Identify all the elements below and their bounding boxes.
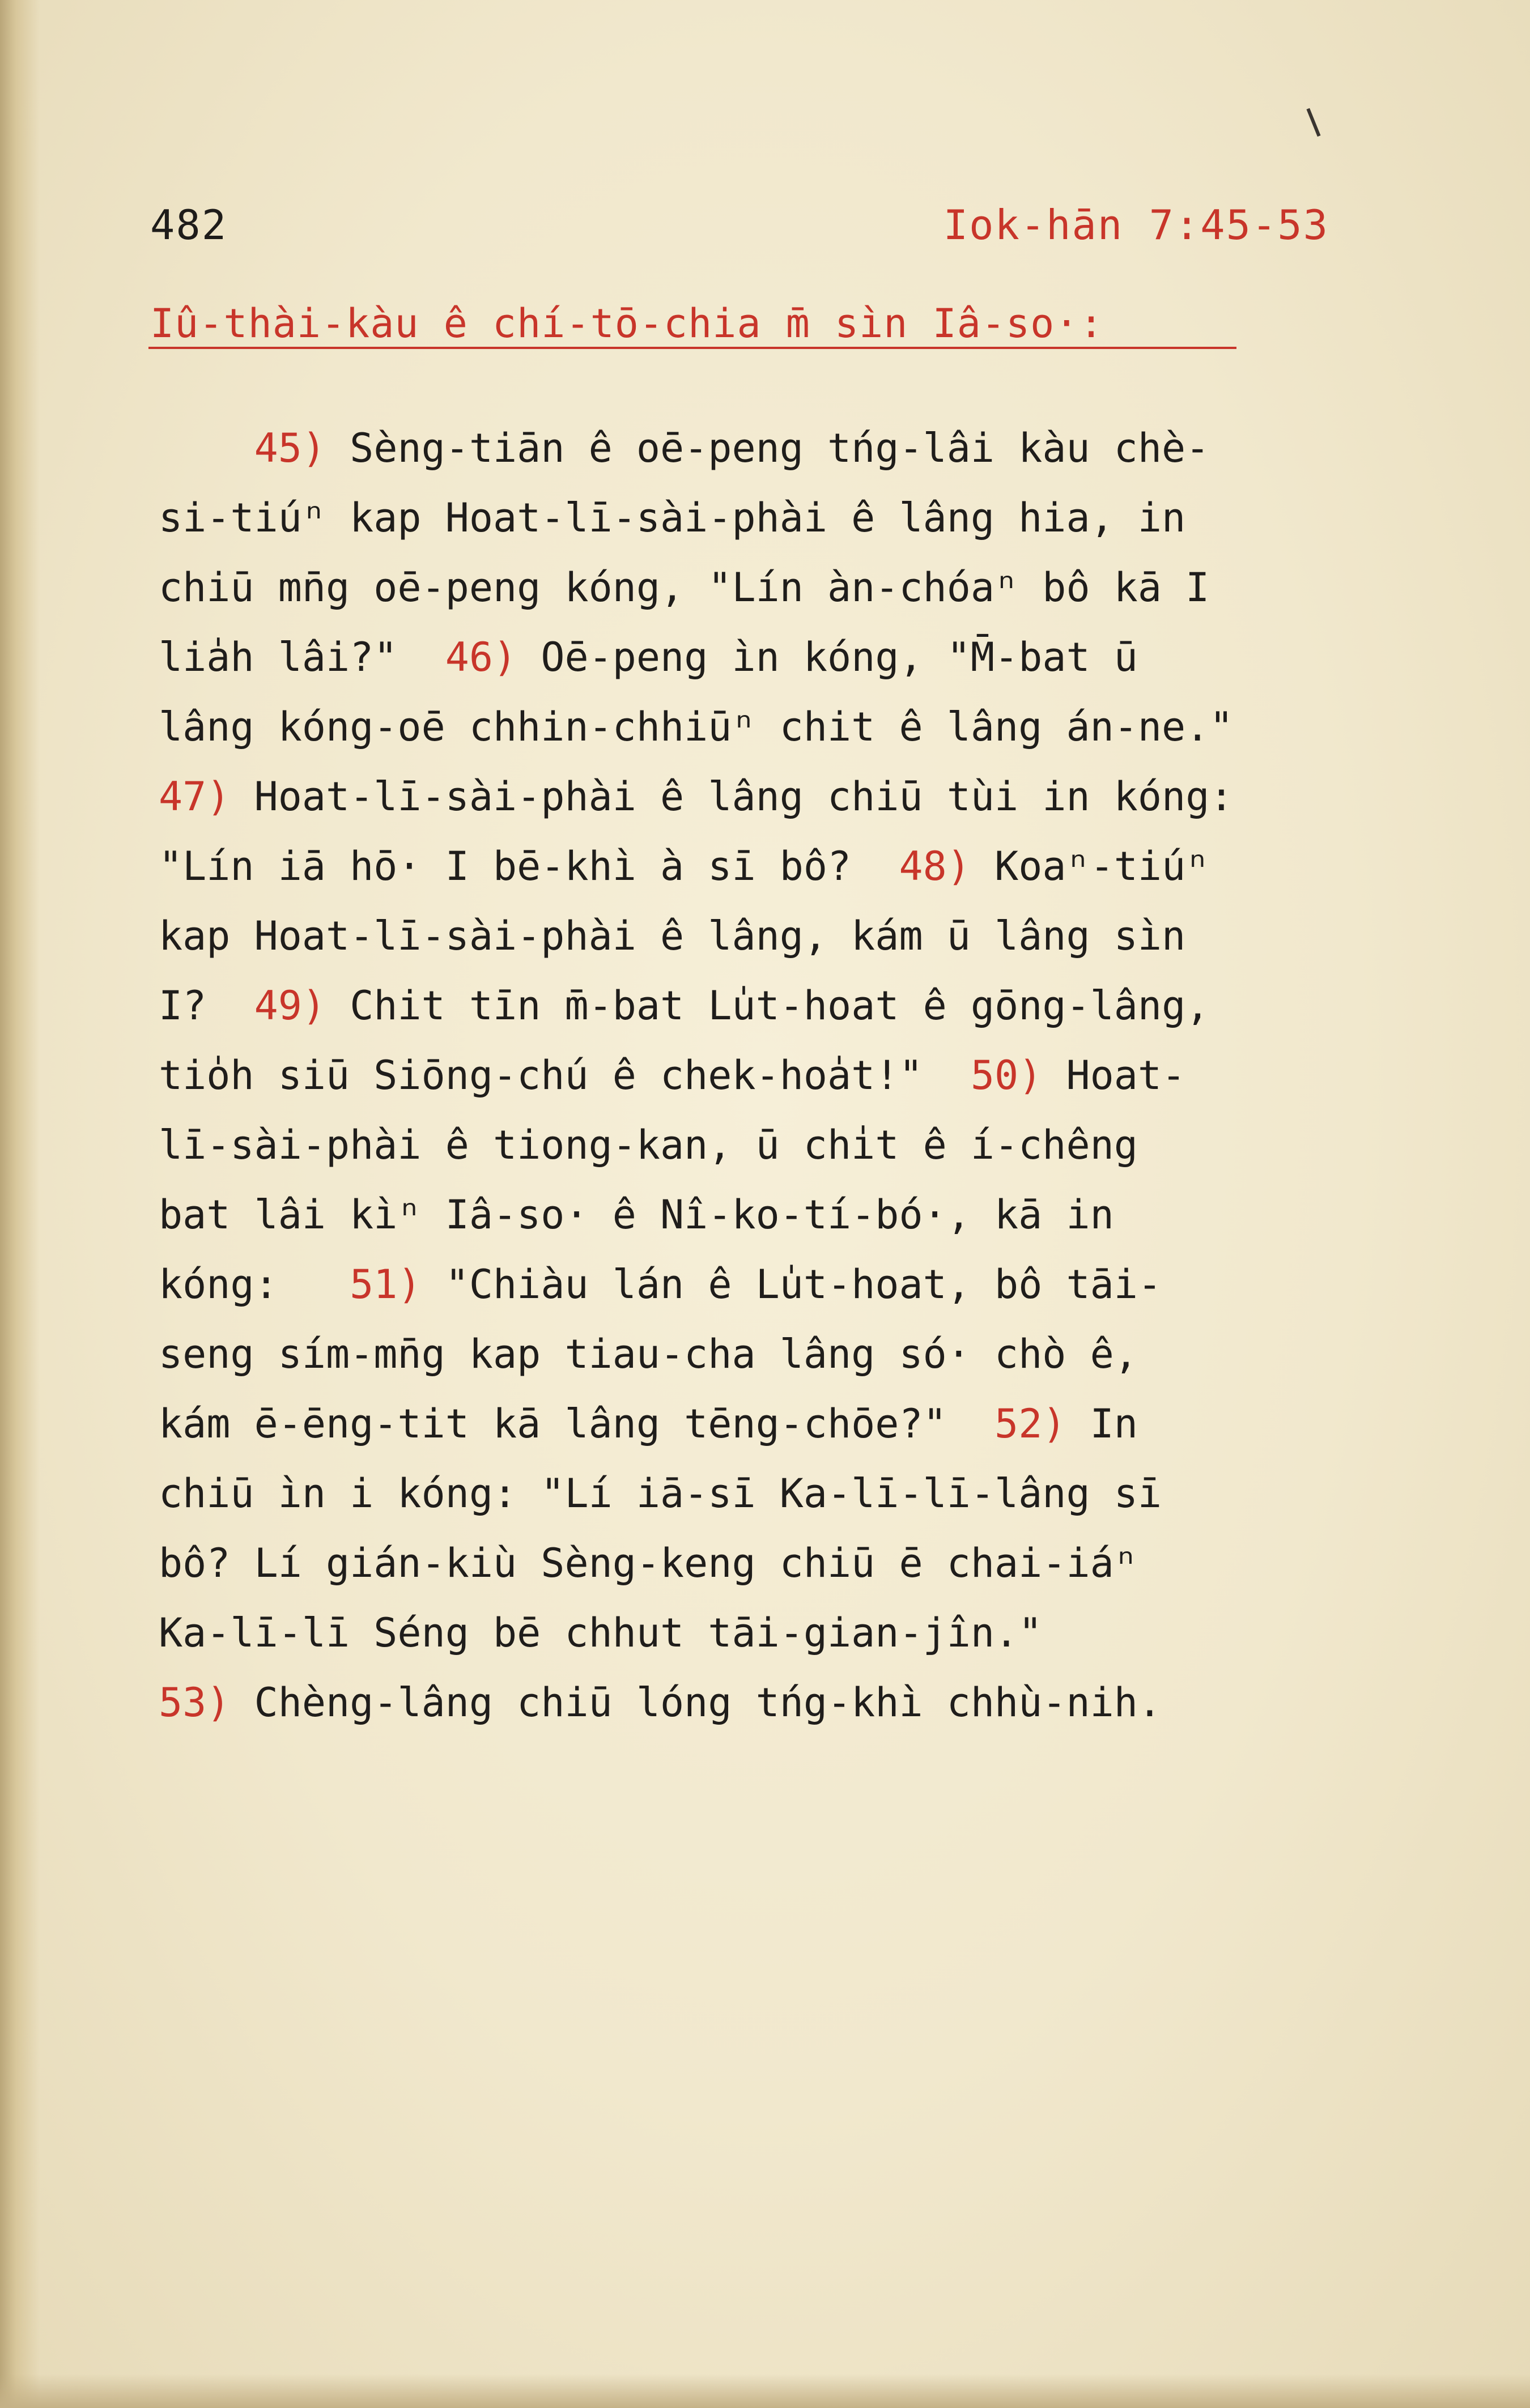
verse-text-span: Oē-peng ìn kóng, "M̄-bat ū (541, 634, 1138, 680)
verse-text-span: Chèng-lâng chiū lóng tńg-khì chhù-nih. (254, 1679, 1162, 1726)
text-line (159, 1598, 1434, 1668)
verse-text-span: Sèng-tiān ê oē-peng tńg-lâi kàu chè- (350, 425, 1210, 471)
verse-number: 50) (970, 1052, 1043, 1099)
verse-text-span: bô? Lí gián-kiù Sèng-keng chiū ē chai-iáⁿ (159, 1540, 1138, 1586)
verse-number: 53) (159, 1679, 231, 1726)
verse-text-span: chiū ìn i kóng: "Lí iā-sī Ka-lī-lī-lâng sī (159, 1470, 1162, 1517)
text-line (159, 692, 1434, 762)
verse-text-span: "Chiàu lán ê Lu̍t-hoat, bô tāi- (445, 1261, 1162, 1308)
text-line (159, 1459, 1434, 1529)
page-header (150, 201, 1329, 252)
text-line (159, 901, 1434, 971)
text-line (159, 623, 1434, 692)
verse-number: 49) (254, 982, 326, 1029)
verse-text-span: "Lín iā hō· I bē-khì à sī bô? (159, 843, 852, 890)
running-head: Iok-hān 7:45-53 (943, 201, 1329, 249)
verse-number: 48) (899, 843, 971, 890)
text-line (159, 1041, 1434, 1111)
page-edge-shadow (0, 0, 40, 2408)
text-line (159, 762, 1434, 832)
verse-number: 52) (994, 1401, 1066, 1447)
text-line (159, 971, 1434, 1041)
verse-text-span: lī-sài-phài ê tiong-kan, ū chi̍t ê í-chêng (159, 1122, 1138, 1168)
title-underline (148, 347, 1236, 349)
verse-text-span: Koaⁿ-tiúⁿ (994, 843, 1210, 890)
verse-text-span: seng sím-mn̄g kap tiau-cha lâng só· chò ê, (159, 1331, 1138, 1377)
verse-number: 45) (254, 425, 326, 471)
page-number: 482 (150, 201, 228, 249)
text-line (159, 414, 1434, 483)
text-line (159, 1111, 1434, 1180)
text-line (159, 1320, 1434, 1389)
verse-text-span: kám ē-ēng-tit kā lâng tēng-chōe?" (159, 1401, 947, 1447)
page-bottom-shadow (0, 2374, 1530, 2408)
verse-text-span: bat lâi kìⁿ Iâ-so· ê Nî-ko-tí-bó·, kā in (159, 1192, 1114, 1238)
verse-text-span: tio̍h siū Siōng-chú ê chek-hoa̍t!" (159, 1052, 923, 1099)
verse-text-span: Ka-lī-lī Séng bē chhut tāi-gian-jîn." (159, 1610, 1043, 1656)
text-line (159, 1250, 1434, 1320)
text-line (159, 1389, 1434, 1459)
verse-text-span: lia̍h lâi?" (159, 634, 398, 680)
verse-text-span: I? (159, 982, 207, 1029)
text-line (159, 553, 1434, 623)
verse-text-span: Hoat- (1066, 1052, 1186, 1099)
text-line (159, 483, 1434, 553)
verse-text-span: kóng: (159, 1261, 278, 1308)
verse-text-span: si-tiúⁿ kap Hoat-lī-sài-phài ê lâng hia, in (159, 495, 1186, 541)
text-line (159, 1529, 1434, 1598)
text-line (159, 832, 1434, 901)
verse-text-span: lâng kóng-oē chhin-chhiūⁿ chit ê lâng án-ne." (159, 704, 1234, 750)
verse-number: 51) (350, 1261, 422, 1308)
verse-number: 47) (159, 773, 231, 820)
verse-text-span: chiū mn̄g oē-peng kóng, "Lín àn-chóaⁿ bô kā I (159, 564, 1210, 611)
verse-text-span: Hoat-lī-sài-phài ê lâng chiū tùi in kóng: (254, 773, 1234, 820)
section-title: Iû-thài-kàu ê chí-tō-chia m̄ sìn Iâ-so·: (150, 300, 1104, 347)
verse-number: 46) (445, 634, 517, 680)
verse-text-span: kap Hoat-lī-sài-phài ê lâng, kám ū lâng sìn (159, 913, 1186, 959)
verse-text-span: Chit tīn m̄-bat Lu̍t-hoat ê gōng-lâng, (350, 982, 1210, 1029)
text-line (159, 1668, 1434, 1738)
verse-text (159, 414, 1434, 1738)
verse-text-span: In (1090, 1401, 1138, 1447)
ink-mark (1306, 108, 1320, 137)
text-line (159, 1180, 1434, 1250)
